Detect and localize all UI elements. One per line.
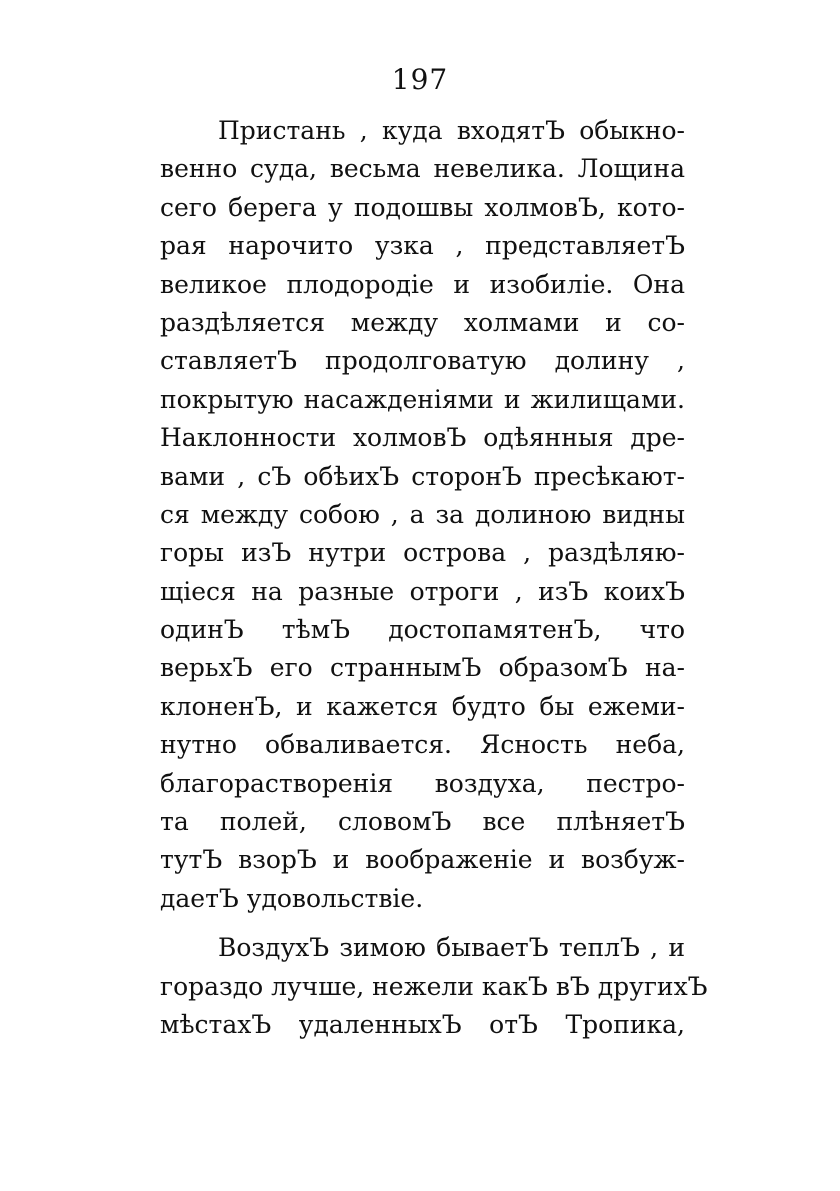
text-line: щіеся на разные отроги , изЪ коихЪ <box>160 576 685 606</box>
text-line: покрытую насажденіями и жилищами. <box>160 384 685 414</box>
text-line: раздѣляется между холмами и со- <box>160 307 685 337</box>
text-line: мѣстахЪ удаленныхЪ отЪ Тропика, <box>160 1009 685 1039</box>
text-line: нутно обваливается. Ясность неба, <box>160 730 685 760</box>
page-number: 197 <box>391 63 449 96</box>
text-line: верьхЪ его страннымЪ образомЪ на- <box>160 653 685 683</box>
text-line: тутЪ взорЪ и воображеніе и возбуж- <box>160 845 685 875</box>
text-line: ся между собою , а за долиною видны <box>160 499 685 529</box>
text-line: сего берега у подошвы холмовЪ, кото- <box>160 192 685 222</box>
text-line: вами , сЪ обѣихЪ сторонЪ пресѣкают- <box>160 461 685 491</box>
body-text <box>160 112 708 1044</box>
paragraph-2 <box>160 929 708 1044</box>
text-line: венно суда, весьма невелика. Лощина <box>160 154 685 184</box>
paragraph-1 <box>160 112 685 918</box>
text-line: благорастворенія воздуха, пестро- <box>160 768 685 798</box>
text-line: горы изЪ нутри острова , раздѣляю- <box>160 538 685 568</box>
text-line: та полей, словомЪ все плѣняетЪ <box>160 807 685 837</box>
text-line: одинЪ тѣмЪ достопамятенЪ, что <box>160 615 685 645</box>
paragraph-gap <box>160 918 685 929</box>
text-line: Пристань , куда входятЪ обыкно- <box>218 116 685 145</box>
text-line: ВоздухЪ зимою бываетЪ теплЪ , и <box>218 933 685 963</box>
text-line: великое плодородіе и изобиліе. Она <box>160 269 685 299</box>
text-line: даетЪ удовольствіе. <box>160 883 424 913</box>
text-line: Наклонности холмовЪ одѣянныя дре- <box>160 423 685 453</box>
text-line: клоненЪ, и кажется будто бы ежеми- <box>160 691 685 721</box>
text-line: ставляетЪ продолговатую долину , <box>160 346 685 376</box>
text-line: рая нарочито узка , представляетЪ <box>160 231 685 261</box>
text-line: гораздо лучше, нежели какЪ вЪ другихЪ <box>160 971 708 1001</box>
